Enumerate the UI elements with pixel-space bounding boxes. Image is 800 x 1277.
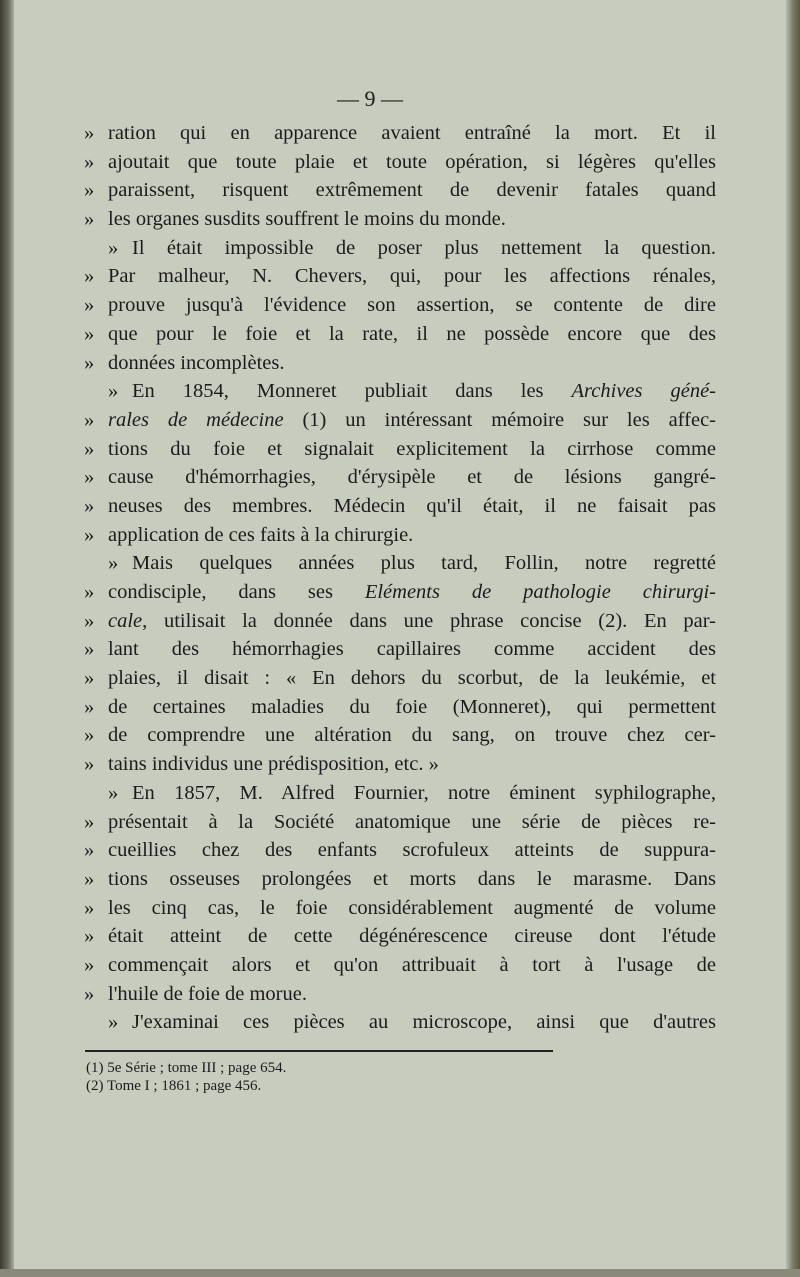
line-text — [108, 578, 716, 607]
quote-marker: » — [84, 437, 95, 460]
quote-marker: » — [84, 265, 95, 288]
quote-marker: » — [108, 781, 119, 804]
line-text — [132, 1008, 716, 1037]
text-line — [84, 664, 716, 693]
text-line — [84, 549, 716, 578]
line-text — [108, 808, 716, 837]
text-segment: présentait à la Société anatomique une série de pièces re- — [108, 810, 716, 833]
quote-marker: » — [84, 839, 95, 862]
line-text — [108, 349, 716, 378]
quote-marker: » — [84, 408, 95, 431]
text-segment: l'huile de foie de morue. — [108, 982, 307, 1005]
quote-marker: » — [84, 523, 95, 546]
text-segment: ration qui en apparence avaient entraîné la mort. Et il — [108, 122, 716, 144]
quote-marker: » — [84, 150, 95, 173]
text-segment: Par malheur, N. Chevers, qui, pour les affections rénales, — [108, 265, 716, 288]
line-text — [108, 951, 716, 980]
line-text — [108, 176, 716, 205]
line-text — [132, 549, 716, 578]
text-segment: commençait alors et qu'on attribuait à tort à l'usage de — [108, 953, 716, 976]
text-line — [84, 922, 716, 951]
text-line — [84, 435, 716, 464]
quote-marker: » — [84, 925, 95, 948]
page-bottom-edge — [0, 1269, 800, 1277]
text-line — [84, 234, 716, 263]
line-text — [132, 234, 716, 263]
text-line — [84, 205, 716, 234]
text-segment: J'examinai ces pièces au microscope, ainsi que d'autres — [132, 1011, 716, 1034]
text-line — [84, 693, 716, 722]
quote-marker: » — [84, 724, 95, 747]
line-text — [108, 521, 716, 550]
italic-title-segment: cale — [108, 609, 143, 632]
line-text — [108, 922, 716, 951]
line-text — [108, 119, 716, 148]
line-text — [108, 262, 716, 291]
line-text — [108, 750, 716, 779]
quote-marker: » — [84, 867, 95, 890]
text-line — [84, 980, 716, 1009]
quote-marker: » — [84, 122, 95, 144]
text-line — [84, 721, 716, 750]
quote-marker: » — [108, 236, 119, 259]
text-line — [84, 779, 716, 808]
text-line — [84, 377, 716, 406]
text-segment: En 1857, M. Alfred Fournier, notre éminent syphilographe, — [132, 781, 716, 804]
text-segment: les organes susdits souffrent le moins du monde. — [108, 208, 506, 231]
line-text — [108, 291, 716, 320]
text-segment: Il était impossible de poser plus nettement la question. — [132, 236, 716, 259]
text-segment: de certaines maladies du foie (Monneret), qui permettent — [108, 695, 716, 718]
line-text — [108, 607, 716, 636]
line-text — [108, 463, 716, 492]
page-number: — 9 — — [337, 86, 403, 111]
footnotes — [86, 1059, 286, 1095]
text-segment: de comprendre une altération du sang, on trouve chez cer- — [108, 724, 716, 747]
text-line — [84, 349, 716, 378]
text-line — [84, 320, 716, 349]
text-segment: condisciple, dans ses — [108, 581, 365, 603]
text-line — [84, 291, 716, 320]
text-segment: tains individus une prédisposition, etc. » — [108, 753, 439, 776]
text-segment: prouve jusqu'à l'évidence son assertion, se contente de dire — [108, 294, 716, 317]
text-segment: les cinq cas, le foie considérablement augmenté de volume — [108, 896, 716, 919]
quote-marker: » — [84, 667, 95, 690]
line-text — [132, 779, 716, 808]
line-text — [108, 721, 716, 750]
line-text — [108, 148, 716, 177]
text-line — [84, 1008, 716, 1037]
quote-marker: » — [108, 552, 119, 575]
italic-title-segment: Archives géné- — [571, 380, 717, 403]
text-segment: , utilisait la donnée dans une phrase concise (2). En par- — [142, 609, 716, 632]
text-segment: (1) un intéressant mémoire sur les affec- — [283, 408, 716, 431]
quote-marker: » — [108, 380, 119, 403]
text-segment: ajoutait que toute plaie et toute opération, si légères qu'elles — [108, 150, 716, 173]
quote-marker: » — [84, 753, 95, 776]
text-segment: tions du foie et signalait explicitement la cirrhose comme — [108, 437, 716, 460]
quote-marker: » — [108, 1011, 119, 1034]
text-line — [84, 750, 716, 779]
text-segment: tions osseuses prolongées et morts dans le marasme. Dans — [108, 867, 716, 890]
text-line — [84, 808, 716, 837]
text-line — [84, 521, 716, 550]
quote-marker: » — [84, 351, 95, 374]
text-line — [84, 148, 716, 177]
text-line — [84, 578, 716, 607]
line-text — [108, 406, 716, 435]
footnote-rule — [85, 1050, 553, 1052]
text-line — [84, 894, 716, 923]
text-segment: plaies, il disait : « En dehors du scorbut, de la leukémie, et — [108, 667, 716, 690]
text-line — [84, 119, 716, 148]
line-text — [108, 320, 716, 349]
line-text — [108, 894, 716, 923]
italic-title-segment: rales de médecine — [108, 408, 284, 431]
text-line — [84, 836, 716, 865]
quote-marker: » — [84, 982, 95, 1005]
quote-marker: » — [84, 294, 95, 317]
line-text — [108, 980, 716, 1009]
text-segment: Mais quelques années plus tard, Follin, notre regretté — [132, 552, 716, 575]
text-segment: lant des hémorrhagies capillaires comme accident des — [108, 638, 716, 661]
page-edge — [786, 0, 800, 1277]
quote-marker: » — [84, 494, 95, 517]
quote-marker: » — [84, 810, 95, 833]
text-segment: était atteint de cette dégénérescence cireuse dont l'étude — [108, 925, 716, 948]
book-spine-edge — [0, 0, 14, 1277]
text-segment: application de ces faits à la chirurgie. — [108, 523, 414, 546]
text-line — [84, 406, 716, 435]
text-line — [84, 492, 716, 521]
footnote-2: (2) Tome I ; 1861 ; page 456. — [86, 1078, 262, 1094]
line-text — [108, 664, 716, 693]
quote-marker: » — [84, 179, 95, 202]
text-segment: paraissent, risquent extrêmement de devenir fatales quand — [108, 179, 716, 202]
text-line — [84, 463, 716, 492]
line-text — [108, 635, 716, 664]
footnote-1: (1) 5e Série ; tome III ; page 654. — [86, 1060, 287, 1076]
text-segment: En 1854, Monneret publiait dans les — [132, 380, 572, 403]
line-text — [108, 492, 716, 521]
quote-marker: » — [84, 896, 95, 919]
text-segment: cause d'hémorrhagies, d'érysipèle et de lésions gangré- — [108, 466, 716, 489]
line-text — [108, 865, 716, 894]
body-text — [84, 119, 716, 1037]
text-segment: cueillies chez des enfants scrofuleux atteints de suppura- — [108, 839, 716, 862]
italic-title-segment: Eléments de pathologie chirurgi- — [364, 581, 716, 603]
text-line — [84, 607, 716, 636]
text-line — [84, 176, 716, 205]
quote-marker: » — [84, 953, 95, 976]
quote-marker: » — [84, 581, 95, 603]
line-text — [108, 435, 716, 464]
text-line — [84, 951, 716, 980]
quote-marker: » — [84, 609, 95, 632]
text-line — [84, 865, 716, 894]
text-segment: que pour le foie et la rate, il ne possède encore que des — [108, 322, 716, 345]
quote-marker: » — [84, 466, 95, 489]
quote-marker: » — [84, 322, 95, 345]
quote-marker: » — [84, 695, 95, 718]
text-line — [84, 262, 716, 291]
text-segment: neuses des membres. Médecin qu'il était, il ne faisait pas — [108, 494, 716, 517]
line-text — [132, 377, 716, 406]
line-text — [108, 836, 716, 865]
line-text — [108, 693, 716, 722]
quote-marker: » — [84, 638, 95, 661]
line-text — [108, 205, 716, 234]
text-line — [84, 635, 716, 664]
quote-marker: » — [84, 208, 95, 231]
text-segment: données incomplètes. — [108, 351, 285, 374]
